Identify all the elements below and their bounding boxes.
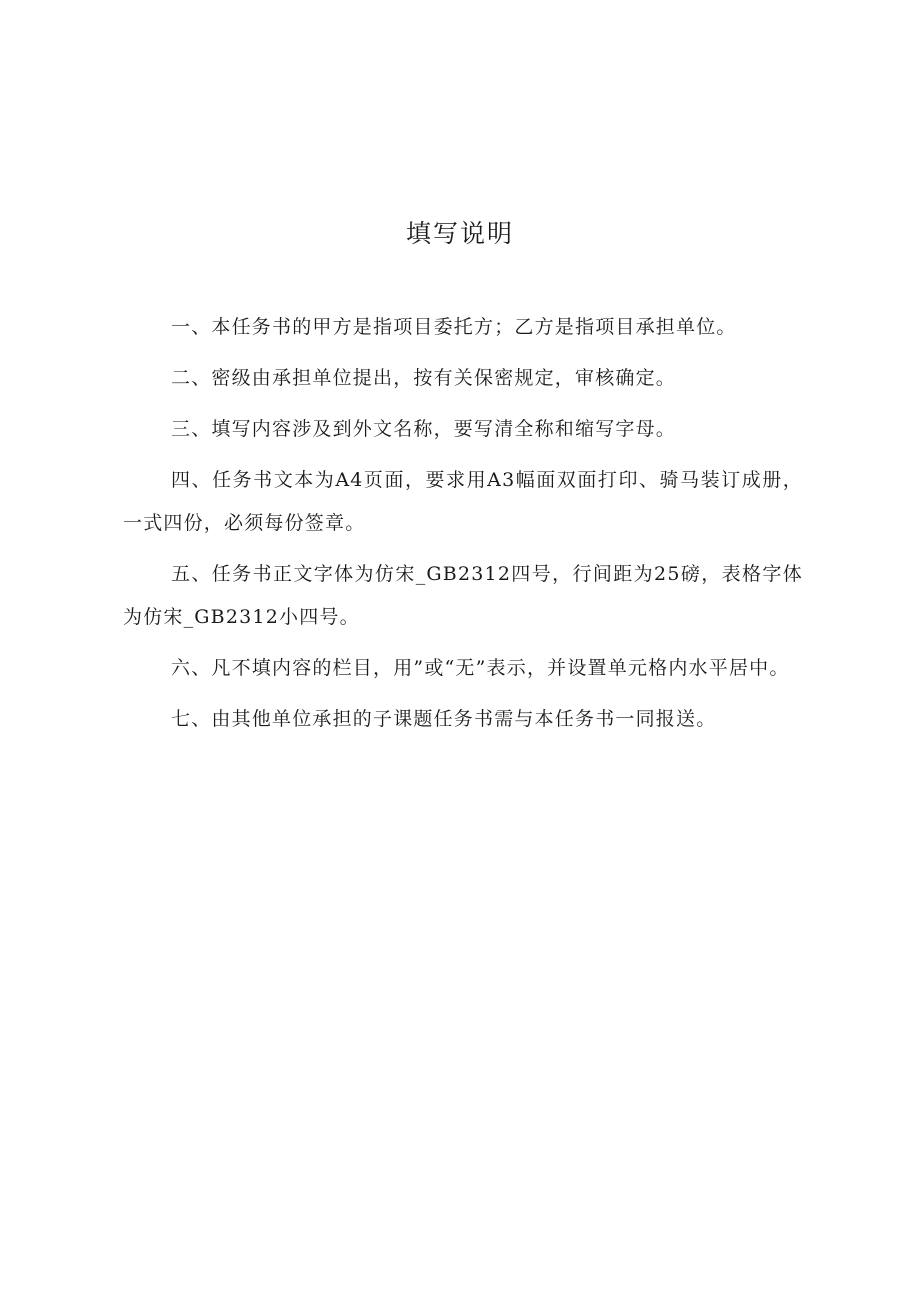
page-title: 填写说明 bbox=[405, 219, 514, 248]
instructions-list bbox=[123, 306, 803, 749]
instruction-item-6: 六、凡不填内容的栏目，用”或“无”表示，并设置单元格内水平居中。 bbox=[171, 657, 790, 679]
instruction-item-1: 一、本任务书的甲方是指项目委托方；乙方是指项目承担单位。 bbox=[171, 316, 737, 338]
instruction-item-4: 四、任务书文本为A4页面，要求用A3幅面双面打印、骑马装订成册，一式四份，必须每份签章。 bbox=[123, 469, 803, 534]
instruction-item-5: 五、任务书正文字体为仿宋_GB2312四号，行间距为25磅，表格字体为仿宋_GB2312小四号。 bbox=[123, 563, 803, 628]
instruction-item-7: 七、由其他单位承担的子课题任务书需与本任务书一同报送。 bbox=[171, 708, 717, 730]
instruction-item-3: 三、填写内容涉及到外文名称，要写清全称和缩写字母。 bbox=[171, 418, 677, 440]
instruction-item-2: 二、密级由承担单位提出，按有关保密规定，审核确定。 bbox=[171, 367, 677, 389]
